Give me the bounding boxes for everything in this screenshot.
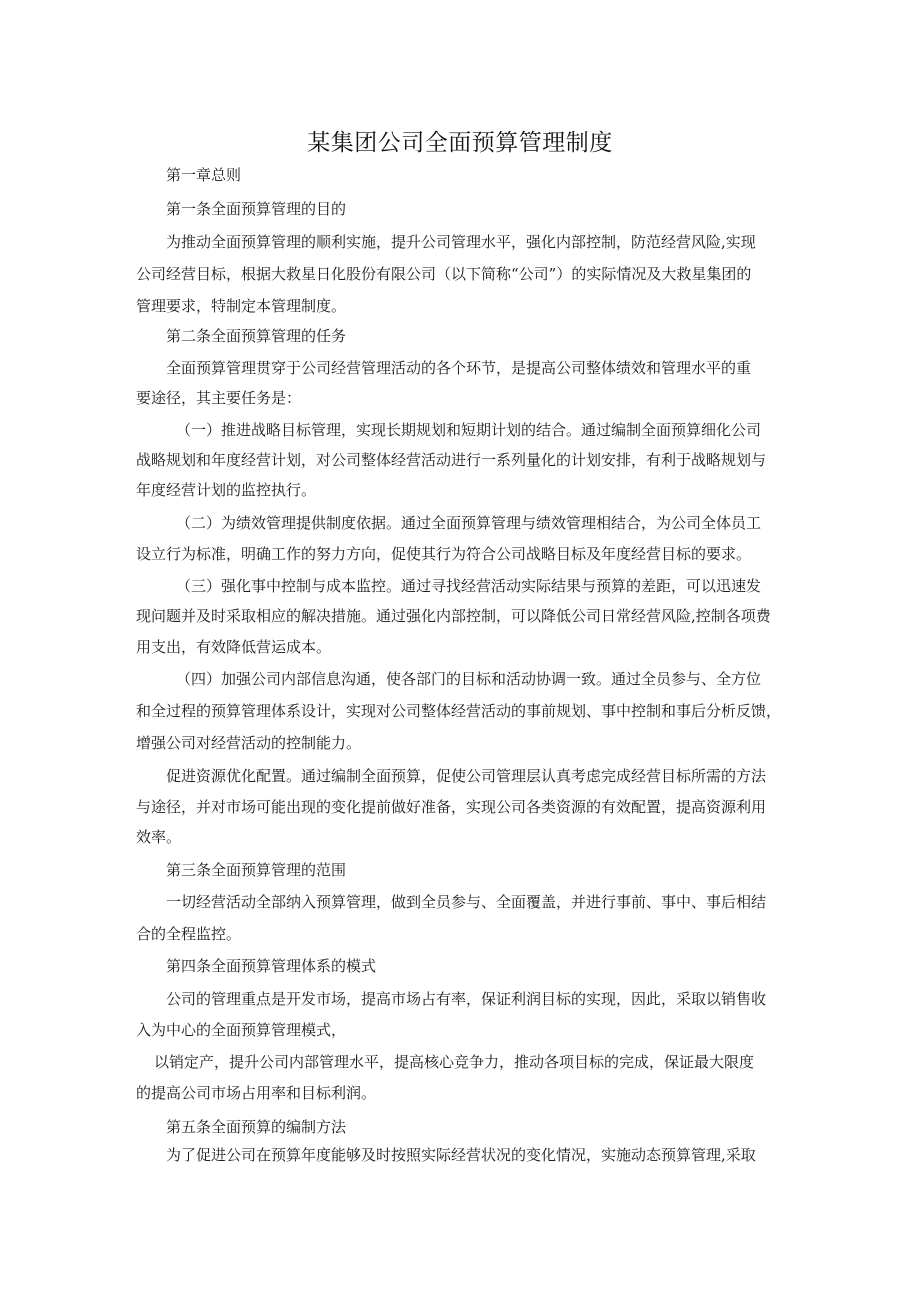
paragraph-line: 为推动全面预算管理的顺利实施，提升公司管理水平，强化内部控制，防范经营风险,实现 xyxy=(166,233,756,251)
paragraph-line: 年度经营计划的监控执行。 xyxy=(136,481,317,499)
paragraph-line: 合的全程监控。 xyxy=(136,925,242,943)
document-title: 某集团公司全面预算管理制度 xyxy=(307,130,613,156)
paragraph-line: 用支出，有效降低营运成本。 xyxy=(136,638,332,656)
paragraph-line: 入为中心的全面预算管理模式， xyxy=(136,1021,347,1039)
chapter-heading: 第一章总则 xyxy=(166,166,242,184)
paragraph-line: （三）强化事中控制与成本监控。通过寻找经营活动实际结果与预算的差距，可以迅速发 xyxy=(176,577,762,595)
paragraph-line: 一切经营活动全部纳入预算管理，做到全员参与、全面覆盖，并进行事前、事中、事后相结 xyxy=(166,893,767,911)
paragraph-line: 管理要求，特制定本管理制度。 xyxy=(136,297,347,315)
paragraph-line: 和全过程的预算管理体系设计，实现对公司整体经营活动的事前规划、事中控制和事后分析反馈， xyxy=(136,702,782,720)
paragraph-line: 的提高公司市场占用率和目标利润。 xyxy=(136,1084,377,1102)
paragraph-line: 战略规划和年度经营计划，对公司整体经营活动进行一系列量化的计划安排，有利于战略规划与 xyxy=(136,451,767,469)
paragraph-line: 增强公司对经营活动的控制能力。 xyxy=(136,734,362,752)
paragraph-line: 效率。 xyxy=(136,828,182,846)
paragraph-line: 设立行为标准，明确工作的努力方向，促使其行为符合公司战略目标及年度经营目标的要求。 xyxy=(136,545,752,563)
article-heading: 第四条全面预算管理体系的模式 xyxy=(166,957,377,975)
paragraph-line: 全面预算管理贯穿于公司经营管理活动的各个环节，是提高公司整体绩效和管理水平的重 xyxy=(166,359,752,377)
article-heading: 第一条全面预算管理的目的 xyxy=(166,200,347,218)
paragraph-line: （二）为绩效管理提供制度依据。通过全面预算管理与绩效管理相结合，为公司全体员工 xyxy=(176,514,762,532)
paragraph-line: （四）加强公司内部信息沟通，使各部门的目标和活动协调一致。通过全员参与、全方位 xyxy=(176,670,762,688)
paragraph-line: 公司经营目标，根据大救星日化股份有限公司（以下简称“公司”）的实际情况及大救星集团的 xyxy=(136,265,752,283)
paragraph-line: 与途径，并对市场可能出现的变化提前做好准备，实现公司各类资源的有效配置，提高资源利用 xyxy=(136,798,767,816)
paragraph-line: 公司的管理重点是开发市场，提高市场占有率，保证利润目标的实现，因此，采取以销售收 xyxy=(166,990,767,1008)
article-heading: 第二条全面预算管理的任务 xyxy=(166,327,347,345)
paragraph-line: 以销定产，提升公司内部管理水平，提高核心竞争力，推动各项目标的完成，保证最大限度 xyxy=(154,1053,755,1071)
paragraph-line: （一）推进战略目标管理，实现长期规划和短期计划的结合。通过编制全面预算细化公司 xyxy=(176,421,762,439)
paragraph-line: 为了促进公司在预算年度能够及时按照实际经营状况的变化情况，实施动态预算管理,采取 xyxy=(166,1146,756,1164)
article-heading: 第三条全面预算管理的范围 xyxy=(166,861,347,879)
paragraph-line: 促进资源优化配置。通过编制全面预算，促使公司管理层认真考虑完成经营目标所需的方法 xyxy=(166,767,767,785)
paragraph-line: 现问题并及时采取相应的解决措施。通过强化内部控制，可以降低公司日常经营风险,控制各项费 xyxy=(136,607,771,625)
article-heading: 第五条全面预算的编制方法 xyxy=(166,1118,347,1136)
paragraph-line: 要途径，其主要任务是： xyxy=(136,389,302,407)
